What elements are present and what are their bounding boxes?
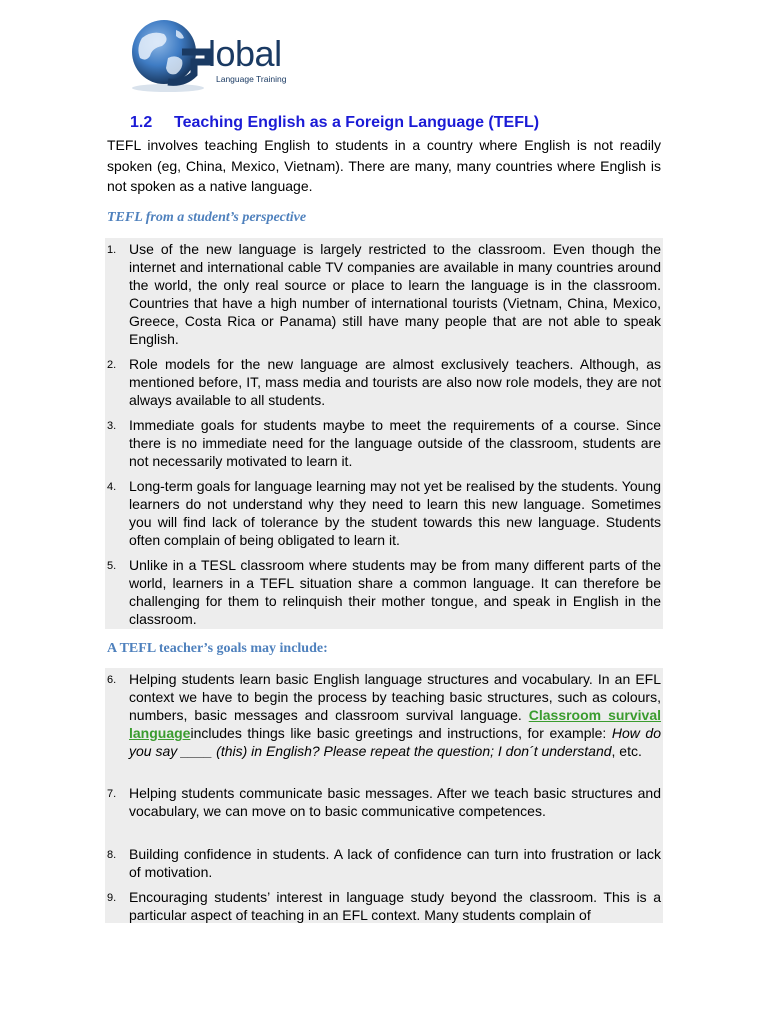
item6-text-part3: , etc.: [611, 743, 642, 759]
classroom-survival-language-link[interactable]: Classroom survival language: [129, 707, 662, 741]
list-item-text: [129, 670, 661, 760]
list-item-text: Long-term goals for language learning may not yet be realised by the students. Young learners do not understand why they need to learn this new language. Sometimes you will find lack of tolerance by the student towards this new language. Students often complain of being obligated to learn it.: [129, 478, 661, 548]
list-item-number: 2.: [107, 359, 117, 371]
list-item-number: 5.: [107, 560, 117, 572]
global-language-training-logo: [120, 14, 320, 94]
section-number: 1.2: [130, 114, 153, 131]
list-item-text: Encouraging students’ interest in language study beyond the classroom. This is a particular aspect of teaching in an EFL context. Many students complain of: [129, 889, 661, 923]
list-item-text: Building confidence in students. A lack of confidence can turn into frustration or lack of motivation.: [129, 846, 661, 880]
list-item-number: 1.: [107, 244, 117, 256]
item6-text-part2: includes things like basic greetings and instructions, for example:: [190, 725, 612, 741]
intro-paragraph: TEFL involves teaching English to students in a country where English is not readily spoken (eg, China, Mexico, Vietnam). There are many, many countries where English is not spoken as a native language.: [107, 137, 661, 194]
student-perspective-list: [105, 238, 663, 629]
student-perspective-heading: TEFL from a student’s perspective: [107, 210, 307, 225]
list-item-number: 7.: [107, 788, 117, 800]
teacher-goals-list: [105, 668, 663, 923]
section-heading: [130, 114, 539, 132]
list-item-text: Role models for the new language are almost exclusively teachers. Although, as mentioned before, IT, mass media and tourists are also now role models, they are not always available to all students.: [129, 356, 661, 408]
list-item-number: 4.: [107, 481, 117, 493]
logo-wordmark: lobal: [208, 33, 282, 74]
list-item-text: Immediate goals for students maybe to meet the requirements of a course. Since there is no immediate need for the language outside of the classroom, students are not necessarily motivated to learn it.: [129, 417, 661, 469]
list-item-text: Unlike in a TESL classroom where students may be from many different parts of the world, learners in a TEFL situation share a common language. It can therefore be challenging for them to relinquish their mother tongue, and speak in English in the classroom.: [129, 557, 661, 627]
list-item-text: Helping students communicate basic messages. After we teach basic structures and vocabulary, we can move on to basic communicative competences.: [129, 785, 661, 819]
section-title: Teaching English as a Foreign Language (TEFL): [174, 114, 540, 131]
teacher-goals-heading: A TEFL teacher’s goals may include:: [107, 641, 328, 656]
list-item-number: 8.: [107, 849, 117, 861]
list-item-text: Use of the new language is largely restricted to the classroom. Even though the internet and international cable TV companies are available in many countries around the world, the only real source or place to learn the language is in the classroom. Countries that have a high number of international tourists (Vietnam, China, Mexico, Greece, Costa Rica or Panama) still have many people that are not able to speak English.: [129, 241, 661, 347]
globe-g-icon: [120, 14, 216, 94]
list-item-number: 3.: [107, 420, 117, 432]
list-item-number: 9.: [107, 892, 117, 904]
logo-tagline: Language Training: [216, 74, 287, 84]
item6-example-phrases: How do you say ____ (this) in English? Please repeat the question; I don´t understand: [129, 725, 661, 759]
item6-text-part1: Helping students learn basic English language structures and vocabulary. In an EFL context we have to begin the process by teaching basic structures, such as colours, numbers, basic messages and classroom survival language.: [129, 671, 661, 723]
list-item-number: 6.: [107, 674, 117, 686]
